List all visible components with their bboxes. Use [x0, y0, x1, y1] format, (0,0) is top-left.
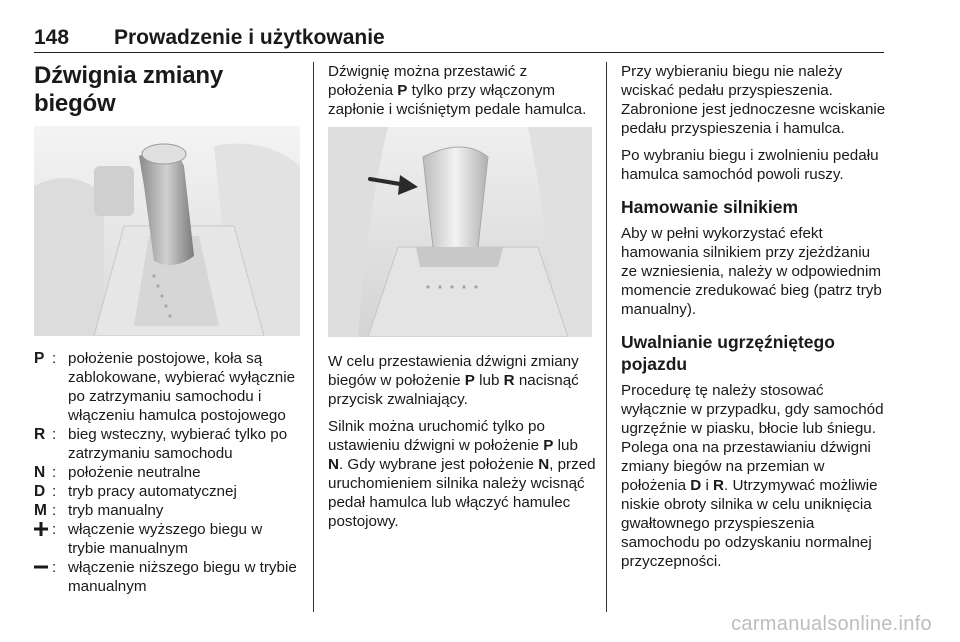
legend-description: położenie neutralne: [68, 464, 201, 481]
gear-position-legend: [34, 349, 300, 596]
legend-row-p: [34, 349, 300, 425]
text: tylko przy włączonym zapłonie i wciśniętym pedale hamulca.: [328, 82, 587, 118]
section-title: Dźwignia zmiany biegów: [34, 62, 224, 117]
chapter-title: Prowadzenie i użytkowanie: [114, 26, 385, 49]
gear-letter: R: [503, 372, 515, 389]
legend-key: D: [34, 483, 46, 500]
legend-description: tryb manualny: [68, 502, 164, 519]
legend-key: M: [34, 502, 47, 519]
column-divider: [606, 62, 607, 612]
gear-letter: P: [397, 82, 408, 99]
legend-separator: :: [52, 502, 57, 519]
text: Dźwignię można przestawić z położenia: [328, 63, 528, 99]
page-header: [34, 22, 884, 53]
legend-key: R: [34, 426, 46, 443]
text: lub: [553, 437, 578, 454]
paragraph: [621, 381, 889, 571]
legend-separator: :: [52, 483, 57, 500]
paragraph: Aby w pełni wykorzystać efekt hamowania silnikiem przy zjeżdżaniu ze wzniesienia, należy w odpowiednim momencie zredukować bieg (patrz tryb manualny).: [621, 225, 882, 318]
text: . Gdy wybrane jest położenie: [338, 456, 539, 473]
gear-letter: P: [543, 437, 554, 454]
text: nacisnąć przycisk zwalniający.: [328, 372, 579, 408]
gear-lever-release-button-illustration: [328, 127, 592, 337]
legend-separator: :: [52, 559, 57, 576]
text: Procedurę tę należy stosować wyłącznie w przypadku, gdy samochód ugrzęźnie w piasku, błocie lub śniegu. Polega ona na przestawianiu dźwigni zmiany biegów na przemian w położenia: [621, 382, 884, 494]
legend-row-d: [34, 482, 300, 501]
column-divider: [313, 62, 314, 612]
legend-separator: :: [52, 521, 57, 538]
subheading-engine-braking: Hamowanie silnikiem: [621, 197, 799, 217]
column-3: [621, 62, 889, 579]
text: . Utrzymywać możliwie niskie obroty silnika w celu uniknięcia gwałtownego przyspieszenia samochodu po odzyskaniu normalnej przyczepności.: [621, 477, 878, 570]
legend-key: [34, 558, 52, 577]
legend-separator: :: [52, 350, 57, 367]
text: W celu przestawienia dźwigni zmiany biegów w położenie: [328, 353, 579, 389]
legend-separator: :: [52, 426, 57, 443]
legend-description: włączenie wyższego biegu w trybie manualnym: [68, 521, 263, 557]
legend-row-minus: [34, 558, 300, 596]
paragraph: [328, 417, 596, 531]
gear-letter: N: [328, 456, 339, 473]
legend-row-plus: [34, 520, 300, 558]
legend-description: włączenie niższego biegu w trybie manualnym: [68, 559, 297, 595]
paragraph: [328, 352, 596, 409]
column-2: [328, 62, 596, 539]
text: i: [701, 477, 714, 494]
legend-description: tryb pracy automatycznej: [68, 483, 237, 500]
gear-letter: N: [538, 456, 550, 473]
gear-letter: P: [464, 372, 475, 389]
legend-separator: :: [52, 464, 57, 481]
legend-key: N: [34, 464, 46, 481]
legend-description: położenie postojowe, koła są zablokowane, wybierać wyłącznie po zatrzymaniu samochodu i włączeniu hamulca postojowego: [68, 350, 296, 424]
text: lub: [474, 372, 504, 389]
minus-icon: [34, 560, 48, 574]
gear-letter: D: [690, 477, 702, 494]
legend-key: P: [34, 350, 45, 367]
legend-row-r: [34, 425, 300, 463]
page-number: 148: [34, 26, 70, 49]
text: Silnik można uruchomić tylko po ustawieniu dźwigni w położenie: [328, 418, 545, 454]
legend-row-m: [34, 501, 300, 520]
watermark: carmanualsonline.info: [731, 613, 932, 635]
paragraph: [328, 62, 596, 119]
paragraph: Po wybraniu biegu i zwolnieniu pedału hamulca samochód powoli ruszy.: [621, 147, 879, 183]
subheading-freeing-stuck-vehicle: Uwalnianie ugrzęźniętego pojazdu: [621, 332, 835, 374]
legend-row-n: [34, 463, 300, 482]
gear-letter: R: [713, 477, 725, 494]
paragraph: Przy wybieraniu biegu nie należy wciskać pedału przyspieszenia. Zabronione jest jednoczesne wciskanie pedału przyspieszenia i hamulca.: [621, 63, 886, 137]
text: , przed uruchomieniem silnika należy wcisnąć pedał hamulca lub włączyć hamulec postojowy.: [328, 456, 596, 530]
automatic-gear-selector-illustration: [34, 126, 300, 336]
column-1: [34, 62, 300, 596]
legend-description: bieg wsteczny, wybierać tylko po zatrzymaniu samochodu: [68, 426, 288, 462]
legend-key: [34, 520, 52, 539]
plus-icon: [34, 522, 48, 536]
